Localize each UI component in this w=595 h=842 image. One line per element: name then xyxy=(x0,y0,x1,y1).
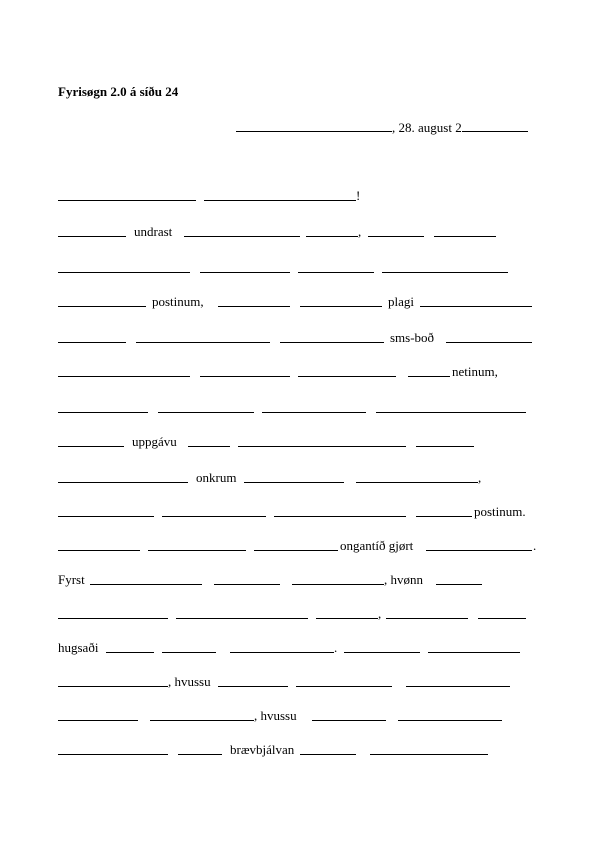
text-line-15 xyxy=(58,674,558,694)
blank-field[interactable] xyxy=(298,364,396,377)
date-line xyxy=(236,119,528,136)
text-line-12 xyxy=(58,572,558,592)
blank-field[interactable] xyxy=(58,188,196,201)
blank-field[interactable] xyxy=(150,708,254,721)
blank-field[interactable] xyxy=(382,260,508,273)
blank-field[interactable] xyxy=(434,224,496,237)
blank-field[interactable] xyxy=(280,330,384,343)
blank-field[interactable] xyxy=(420,294,532,307)
blank-field[interactable] xyxy=(230,640,334,653)
blank-field[interactable] xyxy=(298,260,374,273)
blank-field[interactable] xyxy=(218,294,290,307)
blank-field[interactable] xyxy=(254,538,338,551)
blank-field[interactable] xyxy=(218,674,288,687)
text-line-10 xyxy=(58,504,558,524)
blank-field[interactable] xyxy=(214,572,280,585)
word-plagi: plagi xyxy=(388,294,414,309)
blank-field[interactable] xyxy=(236,119,392,132)
text-line-14 xyxy=(58,640,558,660)
blank-field[interactable] xyxy=(306,224,358,237)
document-heading: Fyrisøgn 2.0 á síðu 24 xyxy=(58,84,179,99)
word-sms-bod: sms-boð xyxy=(390,330,435,345)
text-line-8 xyxy=(58,434,558,454)
blank-field[interactable] xyxy=(184,224,300,237)
blank-field[interactable] xyxy=(376,400,526,413)
blank-field[interactable] xyxy=(428,640,520,653)
blank-field[interactable] xyxy=(58,434,124,447)
blank-field[interactable] xyxy=(386,606,468,619)
text-line-3 xyxy=(58,260,558,280)
text-line-13: , xyxy=(58,606,558,626)
blank-field[interactable] xyxy=(58,538,140,551)
word-hvussu: , hvussu xyxy=(168,674,211,689)
blank-field[interactable] xyxy=(300,742,356,755)
word-undrast: undrast xyxy=(134,224,173,239)
text-line-9 xyxy=(58,470,558,490)
word-netinum: netinum, xyxy=(452,364,498,379)
blank-field[interactable] xyxy=(58,260,190,273)
blank-field[interactable] xyxy=(148,538,246,551)
blank-field[interactable] xyxy=(238,434,406,447)
blank-field[interactable] xyxy=(58,330,126,343)
blank-field[interactable] xyxy=(462,119,528,132)
blank-field[interactable] xyxy=(292,572,384,585)
blank-field[interactable] xyxy=(136,330,270,343)
blank-field[interactable] xyxy=(368,224,424,237)
blank-field[interactable] xyxy=(370,742,488,755)
blank-field[interactable] xyxy=(176,606,308,619)
text-line-16 xyxy=(58,708,558,728)
text-line-2: undrast , xyxy=(58,224,558,244)
blank-field[interactable] xyxy=(58,364,190,377)
blank-field[interactable] xyxy=(90,572,202,585)
blank-field[interactable] xyxy=(398,708,502,721)
blank-field[interactable] xyxy=(58,606,168,619)
blank-field[interactable] xyxy=(416,434,474,447)
blank-field[interactable] xyxy=(406,674,510,687)
blank-field[interactable] xyxy=(158,400,254,413)
word-ongantid-gjort: ongantíð gjørt xyxy=(340,538,414,553)
blank-field[interactable] xyxy=(244,470,344,483)
period: . xyxy=(334,640,338,655)
text-line-6 xyxy=(58,364,558,384)
blank-field[interactable] xyxy=(316,606,378,619)
text-line-11 xyxy=(58,538,558,558)
blank-field[interactable] xyxy=(204,188,356,201)
blank-field[interactable] xyxy=(408,364,450,377)
blank-field[interactable] xyxy=(58,224,126,237)
blank-field[interactable] xyxy=(58,504,154,517)
blank-field[interactable] xyxy=(188,434,230,447)
blank-field[interactable] xyxy=(200,260,290,273)
word-braevbjalvan: brævbjálvan xyxy=(230,742,295,757)
word-onkrum: onkrum xyxy=(196,470,237,485)
text-line-5 xyxy=(58,330,558,350)
period: . xyxy=(533,538,537,553)
date-text: , 28. august 2 xyxy=(392,120,462,135)
blank-field[interactable] xyxy=(300,294,382,307)
blank-field[interactable] xyxy=(426,538,532,551)
word-fyrst: Fyrst xyxy=(58,572,85,587)
blank-field[interactable] xyxy=(312,708,386,721)
text-line-1 xyxy=(58,188,558,208)
blank-field[interactable] xyxy=(58,708,138,721)
blank-field[interactable] xyxy=(58,294,146,307)
blank-field[interactable] xyxy=(162,504,266,517)
blank-field[interactable] xyxy=(416,504,472,517)
blank-field[interactable] xyxy=(446,330,532,343)
blank-field[interactable] xyxy=(58,400,148,413)
blank-field[interactable] xyxy=(58,742,168,755)
blank-field[interactable] xyxy=(344,640,420,653)
text-line-7 xyxy=(58,400,558,420)
blank-field[interactable] xyxy=(162,640,216,653)
blank-field[interactable] xyxy=(178,742,222,755)
word-postinum: postinum, xyxy=(152,294,204,309)
word-uppgavu: uppgávu xyxy=(132,434,177,449)
blank-field[interactable] xyxy=(274,504,406,517)
blank-field[interactable] xyxy=(106,640,154,653)
blank-field[interactable] xyxy=(200,364,290,377)
text-line-17 xyxy=(58,742,558,762)
word-hvonn: , hvønn xyxy=(384,572,423,587)
blank-field[interactable] xyxy=(58,470,188,483)
word-hvussu: , hvussu xyxy=(254,708,297,723)
blank-field[interactable] xyxy=(478,606,526,619)
blank-field[interactable] xyxy=(58,674,168,687)
text-line-4 xyxy=(58,294,558,314)
blank-field[interactable] xyxy=(436,572,482,585)
blank-field[interactable] xyxy=(296,674,392,687)
comma: , xyxy=(478,470,482,485)
exclamation: ! xyxy=(356,188,361,203)
blank-field[interactable] xyxy=(262,400,366,413)
word-postinum-end: postinum. xyxy=(474,504,526,519)
word-hugsadi: hugsaði xyxy=(58,640,99,655)
blank-field[interactable] xyxy=(356,470,478,483)
